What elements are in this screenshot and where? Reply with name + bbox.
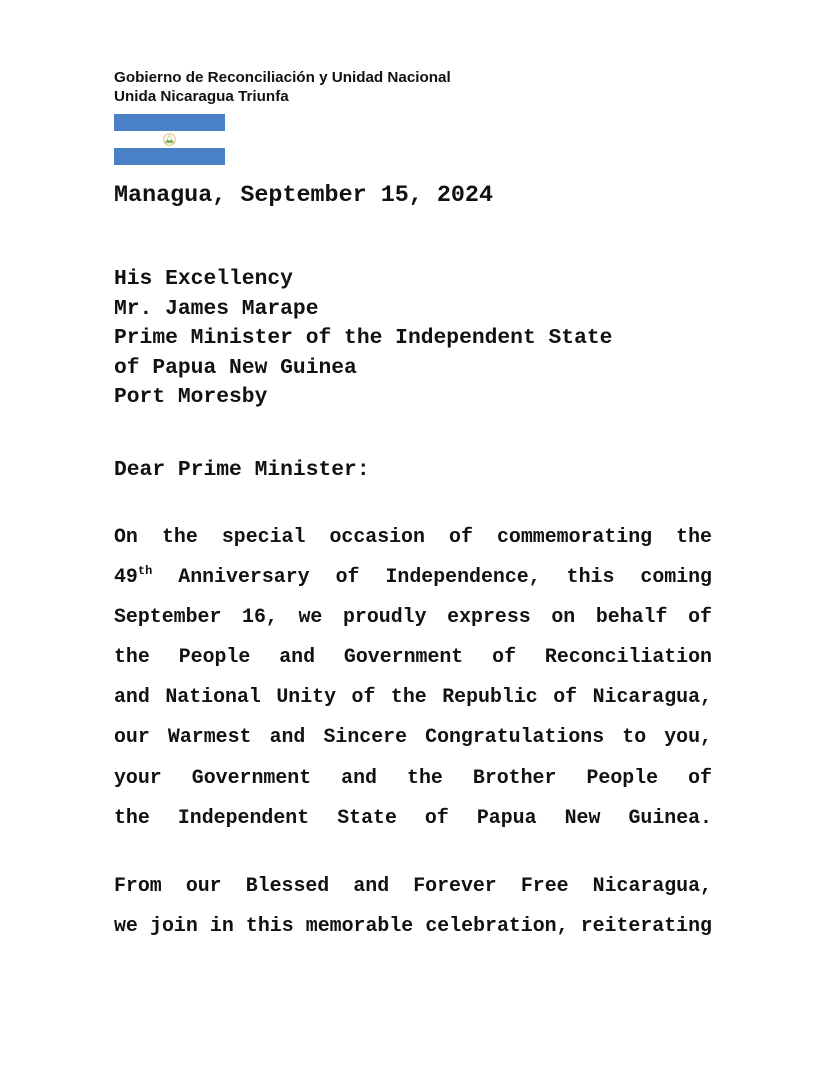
letterhead-government-name: Gobierno de Reconciliación y Unidad Nacional (114, 69, 451, 86)
body-line: your Government and the Brother People of (114, 765, 712, 789)
letterhead-slogan: Unida Nicaragua Triunfa (114, 88, 289, 105)
recipient-address-block (114, 265, 612, 413)
body-line: On the special occasion of commemorating the (114, 525, 712, 548)
body-line: our Warmest and Sincere Congratulations to you, (114, 725, 712, 749)
body-line: From our Blessed and Forever Free Nicaragua, (114, 874, 712, 897)
recipient-honorific: His Excellency (114, 267, 293, 291)
salutation: Dear Prime Minister: (114, 458, 370, 482)
recipient-title: Prime Minister of the Independent State (114, 326, 613, 351)
nicaragua-flag-icon (114, 114, 225, 165)
letter-date: Managua, September 15, 2024 (114, 183, 493, 209)
body-line: the Independent State of Papua New Guinea. (114, 805, 712, 829)
coat-of-arms-icon (161, 133, 178, 146)
body-line: the People and Government of Reconciliation (114, 645, 712, 669)
body-line: and National Unity of the Republic of Nicaragua, (114, 685, 712, 709)
body-line (114, 563, 712, 603)
flag-top-blue-band (114, 114, 225, 131)
anniversary-number: 49 (114, 565, 138, 589)
recipient-name: Mr. James Marape (114, 296, 319, 321)
flag-bottom-blue-band (114, 148, 225, 165)
body-line: September 16, we proudly express on behalf of (114, 605, 712, 629)
recipient-city: Port Moresby (114, 385, 268, 410)
recipient-title-continued: of Papua New Guinea (114, 355, 357, 380)
body-paragraph-1 (114, 523, 712, 844)
body-line: we join in this memorable celebration, reiterating (114, 914, 712, 938)
body-line-text: Anniversary of Independence, this coming (152, 565, 712, 589)
body-paragraph-2 (114, 872, 712, 952)
ordinal-suffix: th (137, 564, 153, 579)
